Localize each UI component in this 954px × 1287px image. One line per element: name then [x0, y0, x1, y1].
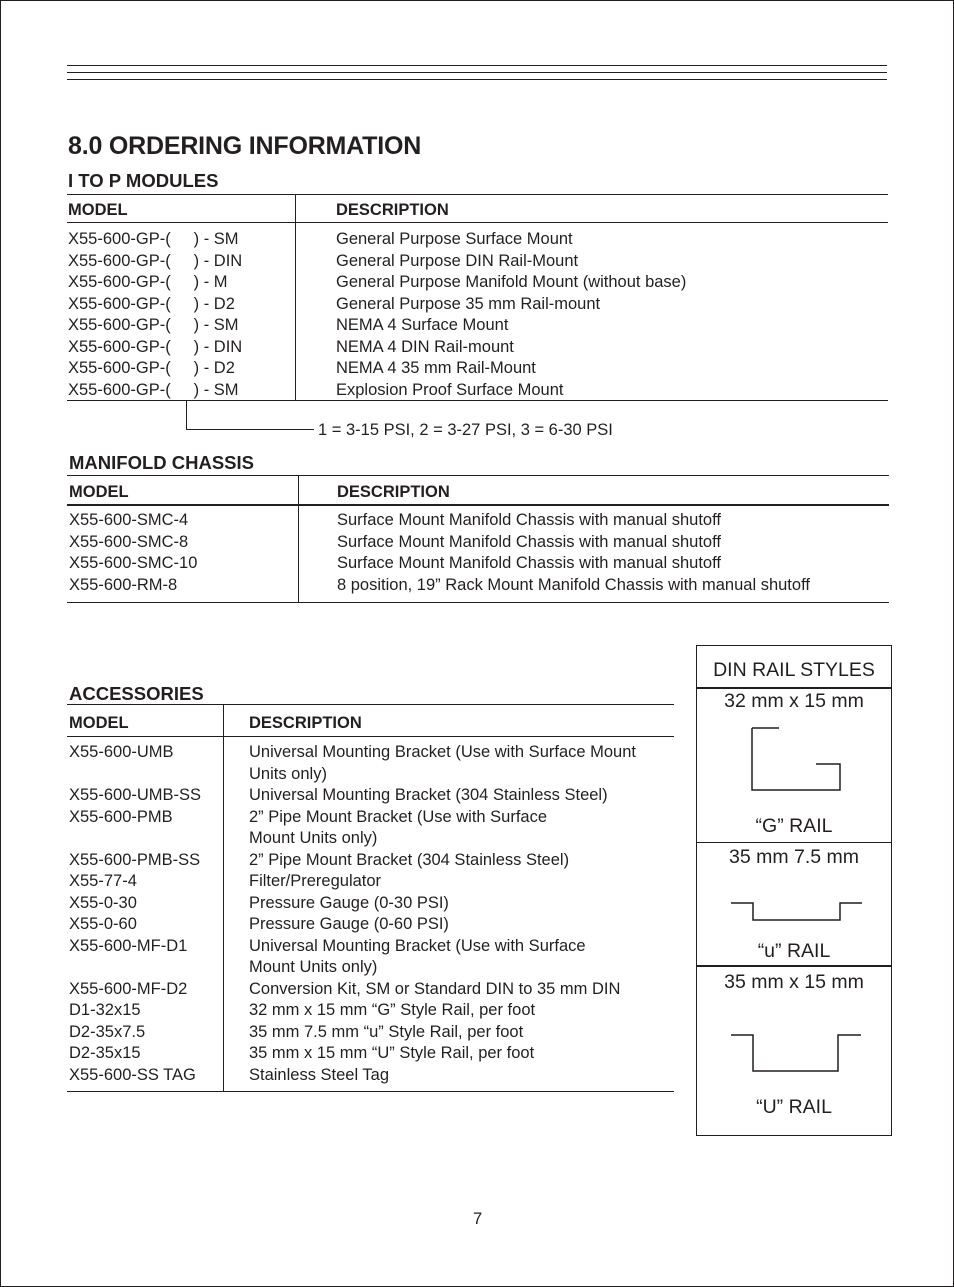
table-row-description: Universal Mounting Bracket (Use with Surface	[249, 936, 586, 955]
accessories-column-divider	[223, 704, 224, 1092]
table-row-model: X55-0-30	[69, 893, 137, 912]
u-rail-shallow-icon	[697, 890, 891, 930]
g-rail-icon	[697, 720, 891, 800]
i-to-p-section-title: I TO P MODULES	[68, 170, 219, 191]
i-to-p-top-rule	[67, 194, 888, 195]
table-row-model: X55-600-MF-D1	[69, 936, 188, 955]
table-row-model: X55-600-GP-( ) - SM	[68, 230, 239, 248]
table-row-description: Mount Units only)	[249, 829, 378, 847]
accessories-bottom-rule	[67, 1091, 674, 1092]
pressure-callout-leader-horizontal	[186, 429, 314, 430]
table-row-description: Stainless Steel Tag	[249, 1065, 390, 1084]
table-row-model: X55-600-UMB	[69, 743, 174, 761]
i-to-p-model-column	[68, 229, 242, 401]
table-row-model	[69, 764, 201, 786]
table-row-model: X55-600-GP-( ) - SM	[68, 316, 239, 334]
table-row-description: NEMA 4 Surface Mount	[336, 316, 509, 334]
table-row-description: Mount Units only)	[249, 958, 378, 976]
i-to-p-col-model: MODEL	[68, 201, 128, 219]
i-to-p-column-divider	[295, 194, 296, 401]
page-title: 8.0 ORDERING INFORMATION	[68, 132, 422, 160]
pressure-range-note: 1 = 3-15 PSI, 2 = 3-27 PSI, 3 = 6-30 PSI	[318, 421, 613, 439]
din-rail-styles-title: DIN RAIL STYLES	[713, 659, 875, 681]
table-row-description: General Purpose DIN Rail-Mount	[336, 251, 579, 270]
table-row-model: X55-600-SS TAG	[69, 1065, 196, 1084]
table-row-model: X55-600-RM-8	[69, 575, 178, 594]
din-rail-divider-1	[697, 842, 891, 843]
table-row-model: X55-600-GP-( ) - D2	[68, 294, 235, 313]
table-row-description: 35 mm 7.5 mm “u” Style Rail, per foot	[249, 1022, 524, 1041]
table-row-description: 8 position, 19” Rack Mount Manifold Chassis with manual shutoff	[337, 575, 810, 594]
table-row-description: General Purpose Surface Mount	[336, 230, 573, 248]
manifold-section-title: MANIFOLD CHASSIS	[69, 452, 254, 473]
accessories-top-rule	[67, 704, 674, 705]
manifold-description-column	[337, 510, 810, 596]
accessories-description-column	[249, 742, 636, 1086]
table-row-description: General Purpose Manifold Mount (without base)	[336, 273, 687, 291]
table-row-model: X55-600-UMB-SS	[69, 786, 202, 804]
table-row-description: Pressure Gauge (0-60 PSI)	[249, 915, 449, 933]
table-row-description: Surface Mount Manifold Chassis with manual shutoff	[337, 554, 721, 572]
table-row-description: 2” Pipe Mount Bracket (304 Stainless Steel)	[249, 850, 570, 869]
manifold-bottom-rule	[67, 602, 889, 603]
i-to-p-col-description: DESCRIPTION	[336, 201, 449, 219]
table-row-description: Conversion Kit, SM or Standard DIN to 35 mm DIN	[249, 979, 621, 998]
table-row-model: X55-600-MF-D2	[69, 979, 188, 998]
u-rail-deep-size-label: 35 mm x 15 mm	[724, 971, 864, 993]
header-rule-middle	[67, 72, 887, 73]
table-row-description: Universal Mounting Bracket (304 Stainless Steel)	[249, 786, 608, 804]
manifold-top-rule	[67, 475, 889, 476]
table-row-model: X55-600-SMC-10	[69, 554, 198, 572]
u-rail-deep-icon	[697, 1020, 891, 1080]
table-row-description: Units only)	[249, 764, 327, 783]
accessories-col-description: DESCRIPTION	[249, 714, 362, 732]
table-row-description: Explosion Proof Surface Mount	[336, 380, 564, 399]
pressure-callout-leader-vertical	[186, 401, 187, 430]
table-row-model: X55-600-SMC-8	[69, 532, 189, 551]
g-rail-size-label: 32 mm x 15 mm	[724, 690, 864, 712]
u-rail-shallow-size-label: 35 mm 7.5 mm	[728, 846, 860, 868]
u-rail-deep-name-label: “U” RAIL	[756, 1096, 832, 1118]
table-row-model: X55-600-PMB	[69, 807, 173, 826]
table-row-model: X55-600-PMB-SS	[69, 850, 201, 869]
din-rail-title-rule	[697, 687, 891, 689]
manifold-model-column	[69, 510, 197, 596]
table-row-model: D2-35x15	[69, 1044, 141, 1062]
accessories-section-title: ACCESSORIES	[69, 683, 204, 704]
i-to-p-header-rule	[67, 222, 888, 223]
table-row-description: NEMA 4 DIN Rail-mount	[336, 337, 514, 356]
table-row-model: X55-600-GP-( ) - D2	[68, 359, 235, 377]
table-row-description: 2” Pipe Mount Bracket (Use with Surface	[249, 807, 548, 826]
table-row-description: 32 mm x 15 mm “G” Style Rail, per foot	[249, 1001, 536, 1019]
table-row-model: X55-600-GP-( ) - DIN	[68, 337, 243, 356]
accessories-col-model: MODEL	[69, 714, 129, 732]
manifold-column-divider	[298, 475, 299, 603]
table-row-model: X55-600-GP-( ) - SM	[68, 380, 239, 399]
table-row-model: D1-32x15	[69, 1001, 141, 1019]
table-row-description: Surface Mount Manifold Chassis with manual shutoff	[337, 532, 721, 551]
table-row-model: X55-0-60	[69, 915, 137, 933]
table-row-description: NEMA 4 35 mm Rail-Mount	[336, 359, 536, 377]
table-row-model: D2-35x7.5	[69, 1022, 146, 1041]
table-row-description: Universal Mounting Bracket (Use with Surface Mount	[249, 743, 636, 761]
manifold-col-description: DESCRIPTION	[337, 483, 450, 501]
accessories-model-column	[69, 742, 201, 1086]
table-row-description: General Purpose 35 mm Rail-mount	[336, 294, 601, 313]
table-row-description: Surface Mount Manifold Chassis with manual shutoff	[337, 511, 721, 529]
u-rail-shallow-name-label: “u” RAIL	[757, 940, 831, 962]
table-row-model: X55-77-4	[69, 872, 137, 890]
header-rule-bottom	[67, 79, 887, 80]
i-to-p-description-column	[336, 229, 686, 401]
table-row-model: X55-600-SMC-4	[69, 511, 189, 529]
accessories-header-rule	[67, 736, 674, 737]
table-row-model: X55-600-GP-( ) - DIN	[68, 251, 243, 270]
table-row-description: Pressure Gauge (0-30 PSI)	[249, 893, 449, 912]
table-row-description: 35 mm x 15 mm “U” Style Rail, per foot	[249, 1044, 535, 1062]
manifold-col-model: MODEL	[69, 483, 129, 501]
i-to-p-bottom-rule	[67, 400, 888, 401]
table-row-description: Filter/Preregulator	[249, 872, 382, 890]
header-rule-top	[67, 65, 887, 66]
table-row-model: X55-600-GP-( ) - M	[68, 273, 228, 291]
page-number: 7	[473, 1210, 483, 1228]
din-rail-divider-2	[697, 965, 891, 967]
table-row-model	[69, 957, 201, 979]
table-row-model	[69, 828, 201, 850]
g-rail-name-label: “G” RAIL	[755, 815, 833, 837]
manifold-header-rule	[67, 504, 889, 506]
